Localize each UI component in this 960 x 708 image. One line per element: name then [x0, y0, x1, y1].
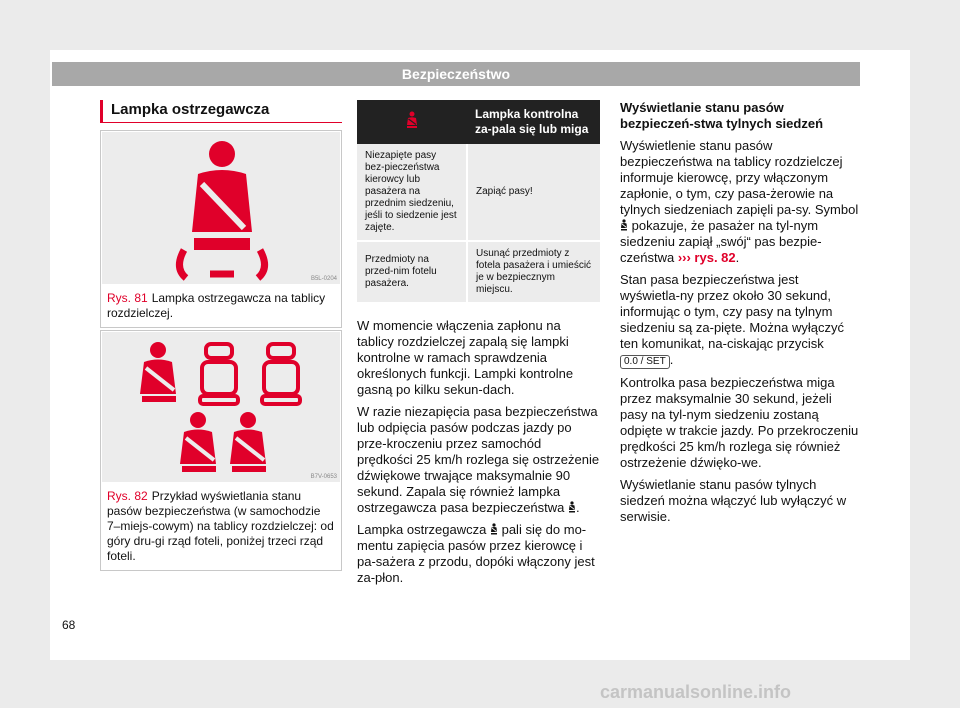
figure-label: Rys. 82 — [107, 489, 148, 503]
column-right — [620, 100, 860, 531]
figure-81 — [100, 130, 342, 328]
table-row — [357, 144, 600, 241]
warning-light-table — [357, 100, 600, 304]
middle-body-text — [357, 318, 600, 586]
paragraph — [620, 272, 860, 369]
title-rule — [100, 122, 342, 123]
seatbelt-warning-icon — [568, 501, 576, 513]
paragraph: W momencie włączenia zapłonu na tablicy rozdzielczej zapalą się lampki kontrolne w ramach sprawdzenia określonych funkcji. Lampki kontrolne gasną po kilku sekun-dach. — [357, 318, 574, 397]
paragraph-text: Stan pasa bezpieczeństwa jest wyświetla-ny przez około 30 sekund, informując o tym, czy pasy na tylnym siedzeniu są za-pięte. Można wyłączyć ten komunikat, na-ciskając przycisk — [620, 272, 844, 351]
table-header-row — [357, 100, 600, 144]
watermark: carmanualsonline.info — [600, 682, 792, 702]
paragraph-end: . — [735, 250, 740, 265]
set-button-key: 0.0 / SET — [620, 355, 670, 369]
table-header-text: Lampka kontrolna za-pala się lub miga — [467, 100, 600, 144]
table-row — [357, 241, 600, 303]
figure-code: B7V-0653 — [310, 474, 337, 480]
figure-82 — [100, 330, 342, 571]
figure-caption — [101, 483, 341, 570]
figure-caption-text: Przykład wyświetlania stanu pasów bezpieczeństwa (w samochodzie 7–miejs-cowym) na tablicy rozdzielczej: od góry dru-gi rząd foteli, poniżej trzeci rząd foteli. — [107, 489, 334, 563]
section-header: Bezpieczeństwo — [52, 62, 860, 86]
figure-caption-text: Lampka ostrzegawcza na tablicy rozdzielczej. — [107, 291, 326, 320]
paragraph — [620, 138, 860, 266]
paragraph-text: W razie niezapięcia pasa bezpieczeństwa lub odpięcia pasów podczas jazdy po prze-kroczeniu przez samochód prędkości 25 km/h rozlega się ostrzeżenie dźwiękowe trwające maksymalnie 90 sekund. Zapala się również lampka ostrzegawcza pasa bezpieczeństwa — [357, 404, 600, 515]
page-number: 68 — [62, 618, 76, 632]
figure-label: Rys. 81 — [107, 291, 148, 305]
figure-82-image — [102, 332, 340, 482]
section-title: Lampka ostrzegawcza — [100, 100, 342, 122]
table-cell-condition: Przedmioty na przed-nim fotelu pasażera. — [357, 241, 467, 303]
paragraph-text: pali się do mo-mentu zapięcia pasów przez kierowcę i pa-sażera z przodu, dopóki włączony jest za-płon. — [357, 522, 595, 585]
seatbelt-warning-icon — [405, 111, 419, 129]
paragraph-text: Wyświetlenie stanu pasów bezpieczeństwa na tablicy rozdzielczej informuje kierowcę, przy włączonym zapłonie, o tym, czy pasa-żerowie na tylnych siedzeniach zapięli pa-sy. Symbol — [620, 138, 859, 217]
column-middle — [357, 100, 600, 592]
paragraph: Kontrolka pasa bezpieczeństwa miga przez maksymalnie 30 sekund, jeżeli pasy na tyl-nym siedzeniu zostaną odpięte w trakcie jazdy. Po przekroczeniu prędkości 25 km/h rozlega się również ostrzeżenie dźwięko-we. — [620, 375, 859, 470]
paragraph-text: Lampka ostrzegawcza — [357, 522, 487, 537]
paragraph-end: . — [576, 500, 580, 515]
paragraph: Wyświetlanie stanu pasów tylnych siedzeń można włączyć lub wyłączyć w serwisie. — [620, 477, 847, 524]
figure-81-image — [102, 132, 340, 284]
figure-reference-link[interactable]: ››› rys. 82 — [677, 250, 736, 265]
seatbelt-warning-icon — [490, 523, 498, 535]
paragraph-text: pokazuje, że pasażer na tyl-nym siedzeniu zapiął „swój“ pas bezpie-czeństwa — [620, 218, 822, 265]
paragraph — [357, 522, 600, 586]
column-left — [100, 100, 342, 123]
table-cell-condition: Niezapięte pasy bez-pieczeństwa kierowcy lub pasażera na przednim siedzeniu, jeśli to siedzenie jest zajęte. — [357, 144, 467, 241]
table-header-icon-cell — [357, 100, 467, 144]
figure-caption — [101, 285, 341, 327]
subsection-heading: Wyświetlanie stanu pasów bezpieczeń-stwa tylnych siedzeń — [620, 100, 824, 131]
seatbelt-warning-icon — [102, 132, 340, 284]
figure-code: B5L-0204 — [310, 276, 337, 282]
paragraph — [357, 404, 600, 516]
table-cell-action: Zapiąć pasy! — [467, 144, 600, 241]
table-cell-action: Usunąć przedmioty z fotela pasażera i umieścić je w bezpiecznym miejscu. — [467, 241, 600, 303]
rear-seatbelt-status-icon — [102, 332, 340, 482]
paragraph-end: . — [669, 352, 674, 367]
seatbelt-warning-icon — [620, 219, 628, 231]
